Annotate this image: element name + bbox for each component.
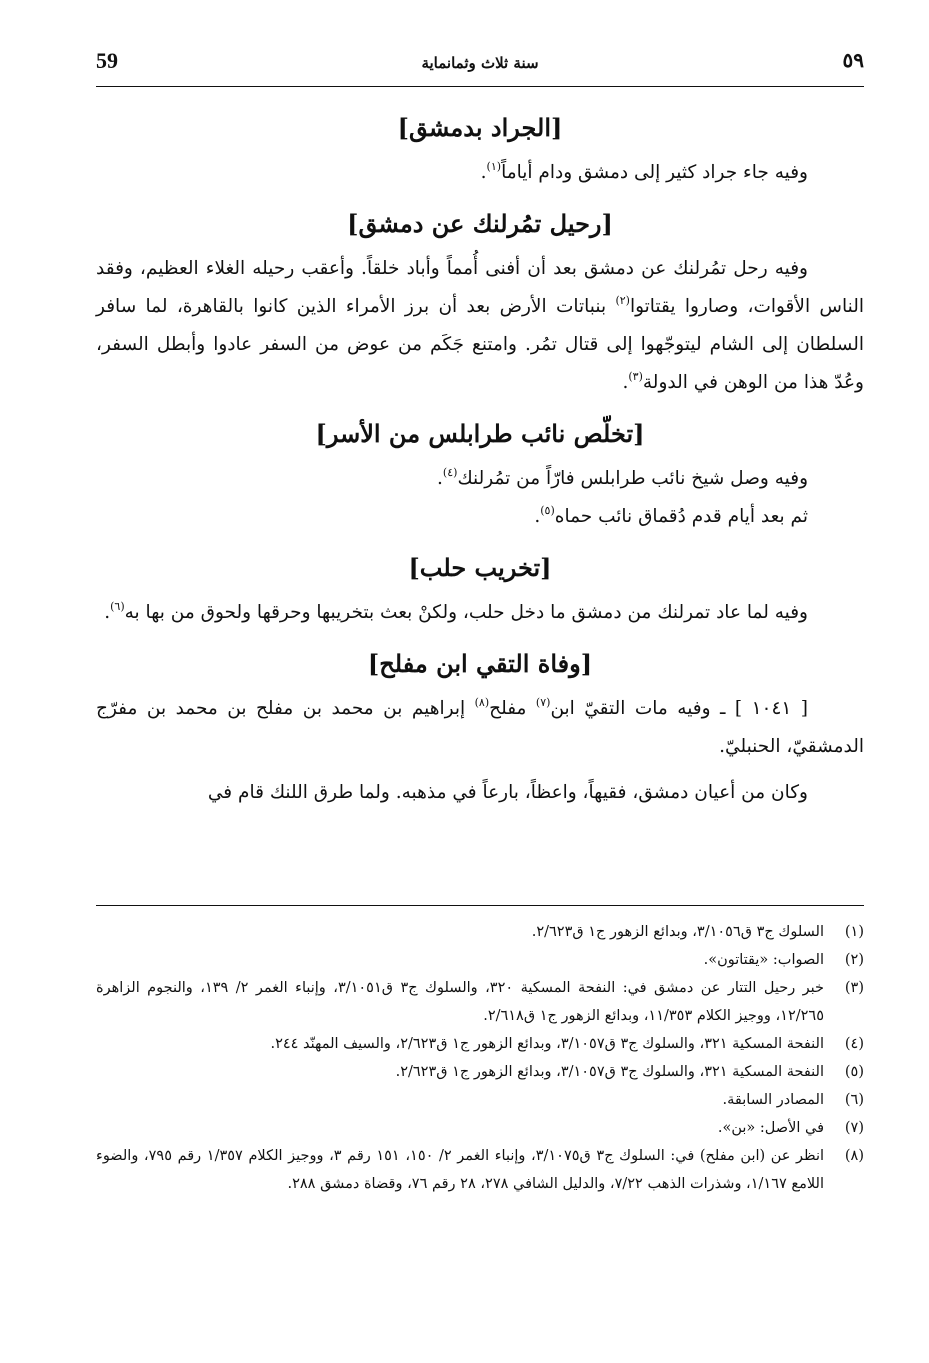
footnote-ref: (١) — [486, 160, 502, 173]
footnote — [96, 1030, 864, 1058]
footnote — [96, 918, 864, 946]
page-number-latin: 59 — [96, 48, 118, 73]
paragraph-text: وكان من أعيان دمشق، فقيهاً، واعظاً، بارعاً في مذهبه. ولما طرق اللنك قام في — [207, 782, 808, 803]
footnote-text: المصادر السابقة. — [722, 1092, 824, 1108]
footnote-text: خبر رحيل التتار عن دمشق في: النفحة المسكية ٣٢٠، والسلوك ج٣ ق٣/١٠٥١، وإنباء الغمر ٢/ ١٣٩، والنجوم الزاهرة ١٢/٢٦٥، ووجيز الكلام ١١/٣٥٣، وبدائع الزهور ج١ ق٢/٦١٨. — [96, 980, 824, 1024]
paragraph-text: وفيه جاء جراد كثير إلى دمشق ودام أياماً — [501, 162, 808, 183]
footnote-ref: (٦) — [110, 600, 125, 613]
paragraph-text: مفلح — [489, 698, 536, 719]
paragraph-text: وفيه وصل شيخ نائب طرابلس فارّاً من تمُرلنك — [457, 468, 808, 489]
paragraph-text: بنباتات الأرض بعد أن برز الأمراء الذين كانوا بالقاهرة، لما سافر السلطان إلى الشام ليتوجّهوا إلى قتال تمُر. وامتنع جَكَم من عوض من السفر عادوا وأبطل السفر، وعُدّ هذا من الوهن في الدولة — [96, 296, 864, 393]
footnote-number: (٦) — [844, 1092, 864, 1108]
paragraph — [96, 498, 864, 536]
punct: . — [534, 506, 541, 527]
main-text — [96, 110, 864, 812]
footnote-text: السلوك ج٣ ق٣/١٠٥٦، وبدائع الزهور ج١ ق٢/٦٢٣. — [531, 924, 824, 940]
paragraph-text: ثم بعد أيام قدم دُقماق نائب حماه — [554, 506, 808, 527]
section-title-departure: [رحيل تمُرلنك عن دمشق] — [347, 209, 613, 238]
footnote — [96, 1058, 864, 1086]
section-title-escape: [تخلّص نائب طرابلس من الأسر] — [315, 419, 645, 448]
punct: . — [437, 468, 443, 489]
footnote-number: (٤) — [844, 1036, 864, 1052]
footnote-text: الصواب: «يقتاتون». — [703, 952, 824, 968]
page-header — [96, 44, 864, 84]
footnote — [96, 946, 864, 974]
footnote-ref: (٣) — [628, 370, 643, 383]
paragraph — [96, 774, 864, 812]
footnote-rule — [96, 905, 864, 906]
punct: . — [622, 372, 629, 393]
footnote-number: (٥) — [844, 1064, 864, 1080]
punct: . — [104, 602, 111, 623]
footnote-ref: (٧) — [535, 696, 551, 709]
paragraph-text: وفيه رحل تمُرلنك عن دمشق بعد أن أفنى أُمماً وأباد خلقاً. وأعقب رحيله الغلاء العظيم، وفقد الناس الأقوات، وصاروا يقتاتوا — [96, 258, 864, 317]
footnote — [96, 1114, 864, 1142]
header-rule — [96, 86, 864, 87]
paragraph — [96, 690, 864, 766]
footnote-ref: (٤) — [442, 466, 458, 479]
footnote-number: (٧) — [844, 1120, 864, 1136]
section-title-death: [وفاة التقي ابن مفلح] — [367, 649, 593, 678]
footnote-text: النفحة المسكية ٣٢١، والسلوك ج٣ ق٣/١٠٥٧، وبدائع الزهور ج١ ق٢/٦٢٣، والسيف المهنّد ٢٤٤. — [270, 1036, 824, 1052]
footnote-ref: (٨) — [474, 696, 490, 709]
footnote-number: (١) — [844, 924, 864, 940]
footnote-text: في الأصل: «بن». — [717, 1120, 824, 1136]
paragraph — [96, 154, 864, 192]
footnote — [96, 974, 864, 1030]
running-title: سنة ثلاث وثمانماية — [421, 54, 539, 72]
paragraph-text: وفيه لما عاد تمرلنك من دمشق ما دخل حلب، ولكنْ بعث بتخريبها وحرقها ولحوق من بها به — [124, 602, 808, 623]
paragraph — [96, 594, 864, 632]
footnote-number: (٣) — [844, 980, 864, 996]
footnotes — [96, 918, 864, 1198]
paragraph — [96, 250, 864, 402]
section-title-locusts: [الجراد بدمشق] — [397, 113, 563, 142]
section-title-aleppo: [تخريب حلب] — [408, 553, 552, 582]
footnote — [96, 1142, 864, 1198]
footnote-number: (٢) — [844, 952, 864, 968]
page-number-arabic: ٥٩ — [842, 48, 864, 72]
footnote-ref: (٢) — [615, 294, 630, 307]
paragraph — [96, 460, 864, 498]
footnote-number: (٨) — [844, 1148, 864, 1164]
footnote-ref: (٥) — [540, 504, 555, 517]
punct: . — [480, 162, 487, 183]
footnote-text: انظر عن (ابن مفلح) في: السلوك ج٣ ق٣/١٠٧٥، وإنباء الغمر ٢/ ١٥٠، ١٥١ رقم ٣، ووجيز الكلام ١/٣٥٧ رقم ٧٩٥، والضوء اللامع ١/١٦٧، وشذرات الذهب ٧/٢٢، والدليل الشافي ٢٧٨، ٢٨ رقم ٧٦، وقضاة دمشق ٢٨٨. — [96, 1148, 825, 1192]
footnote-text: النفحة المسكية ٣٢١، والسلوك ج٣ ق٣/١٠٥٧، وبدائع الزهور ج١ ق٢/٦٢٣. — [395, 1064, 824, 1080]
footnote — [96, 1086, 864, 1114]
paragraph-text: [ ١٠٤١ ] ـ وفيه مات التقيّ ابن — [550, 698, 809, 719]
paragraph-text: إبراهيم بن محمد بن مفلح بن محمد بن مفرّج الدمشقيّ، الحنبليّ. — [96, 698, 864, 757]
